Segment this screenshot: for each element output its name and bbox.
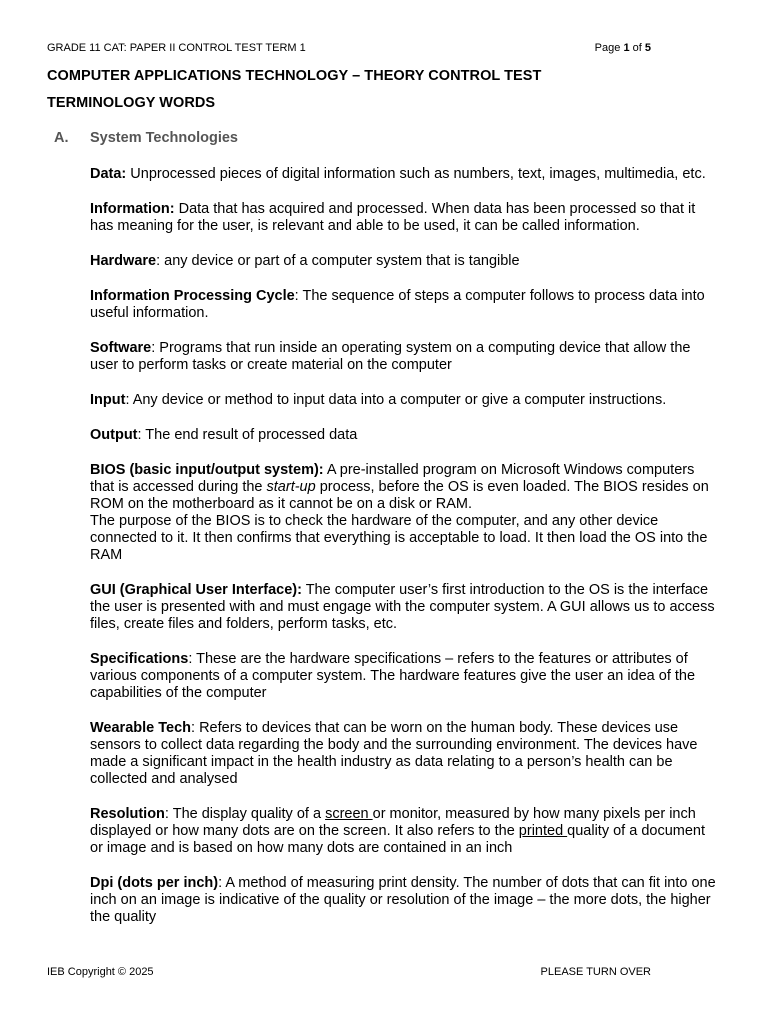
entry-bios [90,462,720,564]
page-total: 5 [644,42,651,54]
term-specifications: Specifications [90,651,189,667]
document-title: COMPUTER APPLICATIONS TECHNOLOGY – THEORY CONTROL TEST [47,68,542,84]
definition-bios-part-1: A pre-installed program on Microsoft Windows computers that is accessed during the [90,462,695,495]
entry-specifications [90,651,720,702]
page-header [47,42,651,54]
definition-hardware: : any device or part of a computer system that is tangible [156,253,520,269]
definition-data: Unprocessed pieces of digital information such as numbers, text, images, multimedia, etc. [126,166,706,182]
entry-dpi [90,875,720,926]
definition-information: Data that has acquired and processed. When data has been processed so that it has meaning for the user, is relevant and able to be used, it can be called information. [90,201,696,234]
term-wearable-tech: Wearable Tech [90,720,192,736]
term-resolution: Resolution [90,806,165,822]
definition-resolution-part-2: or monitor, measured by how many pixels per inch displayed or how many dots are on the screen. It also refers to the [90,806,696,839]
term-information: Information: [90,201,175,217]
section-name: System Technologies [90,130,238,146]
term-gui: GUI (Graphical User Interface): [90,582,302,598]
definition-resolution-part-1: : The display quality of a [164,806,326,822]
entry-data [90,166,720,183]
footer-turn-over: PLEASE TURN OVER [540,966,651,978]
term-hardware: Hardware [90,253,157,269]
definition-dpi: : A method of measuring print density. The number of dots that can fit into one inch on an image is indicative of the quality or resolution of the image – the more dots, the higher the quality [90,875,716,925]
definition-bios-purpose: The purpose of the BIOS is to check the hardware of the computer, and any other device connected to it. It then confirms that everything is acceptable to load. It then load the OS into the RAM [90,513,708,563]
header-title: GRADE 11 CAT: PAPER II CONTROL TEST TERM 1 [47,42,306,54]
definition-resolution-underline-screen: screen [325,806,373,822]
definition-output: : The end result of processed data [137,427,358,443]
document-subtitle: TERMINOLOGY WORDS [47,95,216,111]
term-dpi: Dpi (dots per inch) [90,875,219,891]
term-software: Software [90,340,152,356]
term-input: Input [90,392,126,408]
page-number: 1 [623,42,630,54]
page-indicator [595,42,651,54]
entry-software [90,340,720,374]
page-footer [47,966,651,978]
section-letter: A. [54,130,69,146]
entry-information [90,201,720,235]
term-information-processing-cycle: Information Processing Cycle [90,288,295,304]
section-heading [54,130,238,146]
page-label: Page [594,42,621,54]
definition-resolution-part-3: quality of a document or image and is based on how many dots are contained in an inch [90,823,706,856]
entry-input [90,392,720,409]
definition-resolution-underline-printed: printed [518,823,568,839]
of-label: of [632,42,642,54]
definition-input: : Any device or method to input data into a computer or give a computer instructions. [125,392,667,408]
entry-information-processing-cycle [90,288,720,322]
entry-gui [90,582,720,633]
entry-resolution [90,806,720,857]
entry-hardware [90,253,720,270]
definition-bios-part-2: process, before the OS is even loaded. The BIOS resides on ROM on the motherboard as it cannot be on a disk or RAM. [90,479,709,512]
terminology-list [90,166,720,944]
definition-software: : Programs that run inside an operating system on a computing device that allow the user to perform tasks or create material on the computer [90,340,691,373]
definition-information-processing-cycle: : The sequence of steps a computer follows to process data into useful information. [90,288,705,321]
term-bios: BIOS (basic input/output system): [90,462,324,478]
entry-output [90,427,720,444]
definition-gui: The computer user’s first introduction to the OS is the interface the user is presented with and must engage with the computer system. A GUI allows us to access files, create files and folders, perform tasks, etc. [90,582,715,632]
definition-wearable-tech: : Refers to devices that can be worn on the human body. These devices use sensors to collect data regarding the body and the surrounding environment. The devices have made a significant impact in the health industry as data relating to a person’s health can be collected and analysed [90,720,698,787]
term-output: Output [90,427,138,443]
entry-wearable-tech [90,720,720,788]
definition-specifications: : These are the hardware specifications – refers to the features or attributes of various components of a computer system. The hardware features give the user an idea of the capabilities of the computer [90,651,696,701]
term-data: Data: [90,166,127,182]
definition-bios-italic: start-up [266,479,316,495]
footer-copyright: IEB Copyright © 2025 [47,966,154,978]
